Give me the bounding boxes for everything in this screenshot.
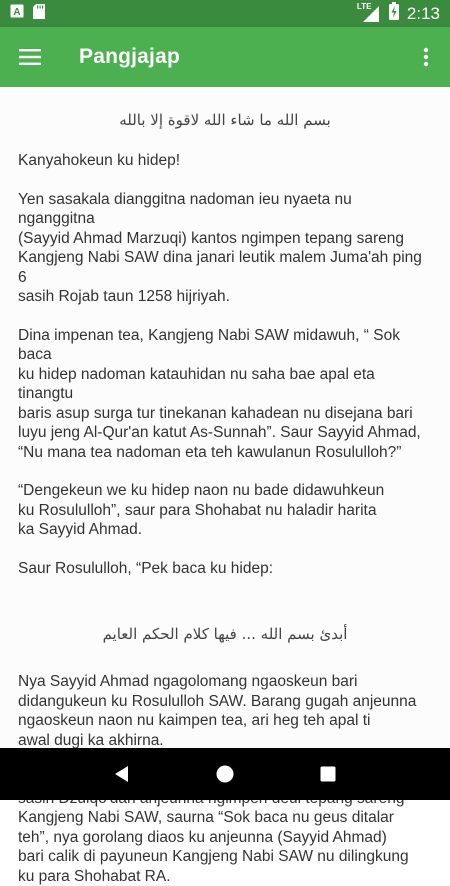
svg-text:A: A: [13, 7, 21, 18]
sd-card-icon: [33, 4, 45, 24]
content-scroll[interactable]: [0, 87, 450, 885]
paragraph-6: Kangjeng Nabi SAW, saurna “Sok baca nu geus ditalar teh”, nya gorolang diaos ku anjeunna (Sayyid Ahmad) bari calik di payuneun Kangjeng Nabi SAW nu dilingkung ku para Shohabat RA.: [18, 809, 409, 885]
recents-icon[interactable]: [308, 754, 348, 794]
status-time: 2:13: [406, 3, 440, 23]
hamburger-menu-icon[interactable]: [0, 27, 60, 87]
verse-text: أبدئ بسم الله ... فيها كلام الحكم العايم: [102, 625, 348, 643]
paragraph-5: Nya Sayyid Ahmad ngagolomang ngaoskeun bari didangukeun ku Rosululloh SAW. Barang gugah anjeunna ngaoskeun naon nu kaimpen tea, ari heg teh apal ti awal dugi ka akhirna.: [18, 673, 417, 749]
navigation-bar: [0, 748, 450, 800]
overflow-menu-icon[interactable]: [402, 27, 450, 87]
basmala-text: بسم الله ما شاء الله لاقوة إلا بالله: [119, 111, 331, 129]
app-bar: [0, 27, 450, 87]
paragraph-3: “Dengekeun we ku hidep naon nu bade didawuhkeun ku Rosululloh”, saur para Shohabat nu haladir harita ka Sayyid Ahmad.: [18, 482, 385, 538]
cell-signal-icon: [356, 1, 381, 23]
font-icon: [10, 4, 24, 23]
back-icon[interactable]: [102, 754, 142, 794]
greeting-text: Kanyahokeun ku hidep!: [18, 152, 181, 169]
battery-charging-icon: [389, 2, 399, 25]
lte-label: LTE: [356, 1, 372, 11]
paragraph-4: Saur Rosululloh, “Pek baca ku hidep:: [18, 559, 274, 577]
paragraph-1: Yen sasakala dianggitna nadoman ieu nyaeta nu nganggitna (Sayyid Ahmad Marzuqi) kantos ngimpen tepang sareng Kangjeng Nabi SAW dina janari leutik malem Juma'ah ping 6 sasih Rojab taun 1258 hijriyah.: [18, 190, 422, 305]
status-bar: [0, 0, 450, 27]
paragraph-2: Dina impenan tea, Kangjeng Nabi SAW midawuh, “ Sok baca ku hidep nadoman katauhidan nu saha bae apal eta tinangtu baris asup surga tur tinekanan kahadean nu disejana bari luyu jeng Al-Qur'an katut As-Sunnah”. Saur Sayyid Ahmad, “Nu mana tea nadoman eta teh kawulanun Rosululloh?”: [18, 326, 421, 461]
page-title: Pangjajap: [79, 45, 180, 68]
home-icon[interactable]: [205, 754, 245, 794]
